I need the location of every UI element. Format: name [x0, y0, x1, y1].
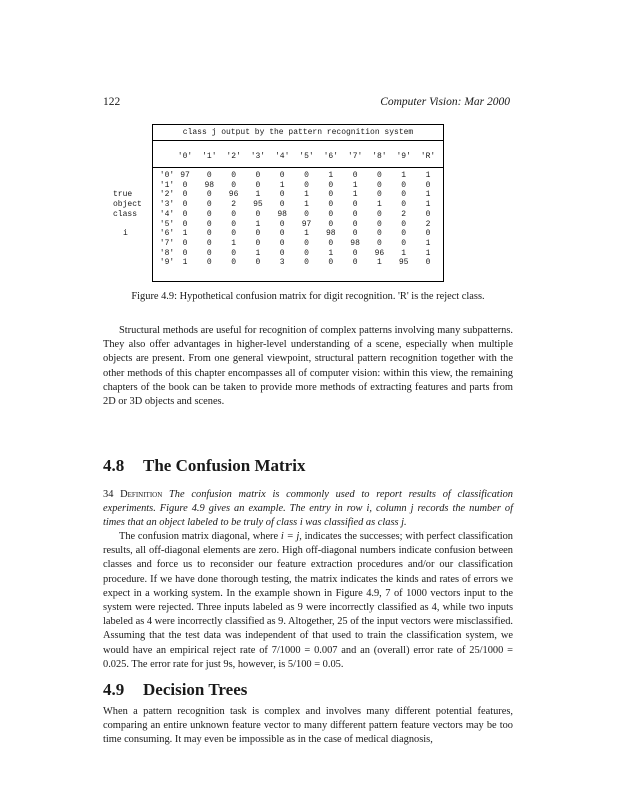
section-number: 4.8	[103, 456, 125, 475]
matrix-cell: 0	[279, 200, 285, 210]
matrix-cell: 0	[376, 180, 382, 190]
column-label: '6'	[323, 152, 338, 161]
matrix-cell: 0	[401, 200, 407, 210]
matrix-cell: 0	[352, 171, 358, 180]
matrix-cell: 0	[206, 258, 212, 268]
matrix-cell: 0	[328, 180, 334, 190]
figure-caption: Figure 4.9: Hypothetical confusion matrix for digit recognition. 'R' is the reject class.	[131, 291, 485, 302]
matrix-cell: 0	[182, 238, 188, 248]
row-label: '9'	[159, 258, 175, 268]
matrix-cell: 0	[328, 238, 334, 248]
definition-label: 34 Definition	[103, 489, 163, 500]
matrix-cell: 98	[204, 180, 215, 190]
running-title: Computer Vision: Mar 2000	[380, 96, 510, 108]
matrix-cell: 2	[401, 209, 407, 219]
row-axis-label: class	[113, 209, 138, 219]
matrix-cell: 0	[352, 209, 358, 219]
matrix-cell: 3	[279, 258, 285, 268]
matrix-cell: 0	[182, 180, 188, 190]
matrix-cell: 0	[255, 180, 261, 190]
matrix-cell: 98	[350, 238, 360, 248]
matrix-cell: 1	[425, 190, 431, 200]
column-label: '4'	[274, 152, 290, 161]
matrix-cell: 98	[277, 209, 287, 219]
section-title: The Confusion Matrix	[143, 456, 306, 475]
matrix-cell: 96	[374, 248, 385, 258]
matrix-cell: 0	[231, 209, 236, 219]
matrix-cell: 1	[401, 171, 407, 180]
matrix-cell: 2	[231, 200, 236, 210]
matrix-cell: 1	[376, 258, 382, 268]
matrix-cell: 0	[206, 248, 212, 258]
matrix-cell: 1	[328, 248, 334, 258]
matrix-cell: 0	[182, 200, 188, 210]
definition-text: The confusion matrix is commonly used to report results of classification experiments. Figure 4.9 gives an example. The entry in row i, column j records the number of times that an object labeled to be truly of class i was classified as class j.	[103, 489, 513, 529]
matrix-cell: 1	[231, 238, 236, 248]
matrix-cell: 0	[182, 248, 188, 258]
matrix-cell: 0	[328, 258, 334, 268]
matrix-cell: 0	[304, 248, 309, 258]
row-label: '2'	[159, 190, 175, 200]
matrix-cell: 0	[328, 190, 334, 200]
matrix-cell: 0	[304, 209, 309, 219]
matrix-cell: 0	[352, 248, 358, 258]
matrix-cell: 0	[328, 219, 334, 229]
row-label: '3'	[159, 200, 175, 210]
matrix-cell: 0	[401, 180, 407, 190]
matrix-cell: 1	[328, 171, 334, 180]
matrix-cell: 0	[376, 190, 382, 200]
column-label: '7'	[347, 152, 363, 161]
matrix-cell: 0	[304, 258, 309, 268]
matrix-cell: 1	[425, 200, 431, 210]
matrix-cell: 1	[255, 219, 261, 229]
matrix-cell: 0	[401, 219, 407, 229]
matrix-cell: 0	[206, 190, 212, 200]
confusion-matrix-figure	[113, 124, 444, 282]
matrix-cell: 95	[253, 200, 263, 210]
matrix-cell: 0	[304, 171, 309, 180]
matrix-cell: 0	[352, 219, 358, 229]
section-title: Decision Trees	[143, 680, 248, 699]
matrix-cell: 0	[279, 190, 285, 200]
column-label: '3'	[250, 152, 266, 161]
matrix-cell: 96	[228, 190, 239, 200]
matrix-cell: 0	[401, 229, 407, 239]
row-label: '8'	[159, 248, 175, 258]
matrix-cell: 0	[328, 209, 334, 219]
matrix-cell: 1	[255, 190, 261, 200]
row-axis-label: i	[123, 229, 128, 239]
section-heading-4-8	[103, 456, 305, 476]
matrix-cell: 0	[231, 171, 236, 180]
matrix-cell: 1	[304, 190, 309, 200]
matrix-cell: 0	[279, 229, 285, 239]
matrix-cell: 0	[352, 229, 358, 239]
section-number: 4.9	[103, 680, 125, 699]
matrix-cell: 0	[231, 258, 236, 268]
matrix-cell: 1	[425, 248, 431, 258]
matrix-cell: 0	[255, 209, 261, 219]
column-label: '0'	[177, 152, 193, 161]
definition-paragraph	[103, 488, 513, 531]
matrix-cell: 0	[425, 180, 431, 190]
matrix-cell: 0	[255, 238, 261, 248]
matrix-title: class j output by the pattern recognition system	[182, 128, 414, 137]
matrix-cell: 0	[425, 209, 431, 219]
matrix-cell: 0	[206, 171, 212, 180]
matrix-cell: 0	[182, 209, 188, 219]
matrix-cell: 1	[255, 248, 261, 258]
matrix-cell: 0	[279, 238, 285, 248]
matrix-cell: 0	[376, 171, 382, 180]
matrix-cell: 0	[279, 219, 285, 229]
matrix-cell: 0	[376, 229, 382, 239]
matrix-cell: 0	[328, 200, 334, 210]
matrix-cell: 1	[425, 238, 431, 248]
column-label: '8'	[372, 152, 387, 161]
matrix-cell: 1	[352, 190, 358, 200]
diagonal-text-part2: , indicates the successes; with perfect classification results, all off-diagonal elements are zero. High off-diagonal numbers indicate confusion between classes and force us to reconsider our feature extraction procedures and/or our classification procedure. If we have done thorough testing, the matrix indicates the kinds and rates of errors we expect in a working system. In the example shown in Figure 4.9, 7 of 1000 vectors input to the system were rejected. Three inputs labeled as 9 were incorrectly classified as 4, while two inputs labeled as 4 were incorrectly classified as 9. Altogether, 25 of the input vectors were misclassified. Assuming that the test data was independent of that used to train the classification system, we would have an empirical reject rate of 7/1000 = 0.007 and an (overall) error rate of 25/1000 = 0.025. The error rate for just 9s, however, is 5/100 = 0.05.	[103, 531, 513, 670]
matrix-cell: 0	[231, 219, 236, 229]
section-heading-4-9	[103, 680, 247, 700]
matrix-cell: 1	[304, 229, 309, 239]
matrix-cell: 1	[376, 200, 382, 210]
matrix-cell: 0	[255, 258, 261, 268]
decision-trees-paragraph: When a pattern recognition task is complex and involves many different potential features, comparing an entire unknown feature vector to many different pattern feature vectors may be too time consuming. It may even be impossible as in the case of medical diagnosis,	[103, 706, 513, 746]
column-label: '2'	[226, 152, 241, 161]
row-axis-label: object	[113, 200, 142, 210]
matrix-cell: 0	[279, 248, 285, 258]
row-label: '5'	[159, 219, 175, 229]
matrix-cell: 0	[425, 258, 431, 268]
matrix-cell: 1	[425, 171, 431, 180]
column-label: '1'	[202, 152, 217, 161]
matrix-cell: 0	[401, 190, 407, 200]
column-header-rule	[153, 167, 443, 168]
matrix-cell: 0	[206, 200, 212, 210]
matrix-cell: 1	[182, 258, 188, 268]
matrix-cell: 0	[206, 219, 212, 229]
matrix-cell: 0	[425, 229, 431, 239]
matrix-cell: 0	[206, 209, 212, 219]
matrix-cell: 0	[206, 229, 212, 239]
matrix-cell: 1	[401, 248, 407, 258]
column-label: '5'	[299, 152, 314, 161]
row-axis-label: true	[113, 190, 133, 200]
column-label: 'R'	[420, 152, 436, 161]
matrix-cell: 1	[352, 180, 358, 190]
matrix-cell: 95	[398, 258, 409, 268]
matrix-cell: 0	[231, 180, 236, 190]
matrix-cell: 0	[401, 238, 407, 248]
matrix-cell: 97	[301, 219, 312, 229]
matrix-cell: 0	[255, 229, 261, 239]
matrix-cell: 1	[304, 200, 309, 210]
matrix-cell: 2	[425, 219, 431, 229]
matrix-cell: 0	[376, 219, 382, 229]
matrix-cell: 0	[231, 229, 236, 239]
column-label: '9'	[396, 152, 411, 161]
matrix-cell: 0	[304, 238, 309, 248]
matrix-cell: 0	[279, 171, 285, 180]
matrix-cell: 0	[206, 238, 212, 248]
matrix-cell: 0	[376, 209, 382, 219]
matrix-cell: 0	[376, 238, 382, 248]
row-label: '7'	[159, 238, 175, 248]
page-number: 122	[103, 96, 121, 108]
matrix-cell: 0	[304, 180, 309, 190]
matrix-cell: 0	[255, 171, 261, 180]
row-label: '4'	[159, 209, 175, 219]
matrix-cell: 0	[352, 200, 358, 210]
diagonal-text-part1: The confusion matrix diagonal, where	[119, 531, 281, 542]
row-label: '0'	[159, 171, 175, 180]
diagonal-math: i = j	[280, 531, 300, 542]
matrix-cell: 98	[325, 229, 336, 239]
diagonal-paragraph	[103, 530, 513, 672]
matrix-title-rule	[153, 140, 443, 141]
matrix-cell: 0	[182, 219, 188, 229]
structural-methods-paragraph: Structural methods are useful for recognition of complex patterns involving many subpatterns. They also offer advantages in higher-level understanding of a scene, especially when multiple objects are present. From one general viewpoint, structural pattern recognition together with the other methods of this chapter encompasses all of computer vision: within this view, the remaining chapters of the book can be taken to provide more methods of extracting features and parts from 2D or 3D objects and scenes.	[103, 325, 513, 408]
matrix-cell: 0	[182, 190, 188, 200]
row-label: '6'	[159, 229, 175, 239]
matrix-cell: 0	[352, 258, 358, 268]
matrix-cell: 1	[182, 229, 188, 239]
matrix-cell: 0	[231, 248, 236, 258]
page-header	[103, 96, 510, 108]
matrix-cell: 97	[180, 171, 190, 180]
row-label: '1'	[159, 180, 175, 190]
matrix-cell: 1	[279, 180, 285, 190]
